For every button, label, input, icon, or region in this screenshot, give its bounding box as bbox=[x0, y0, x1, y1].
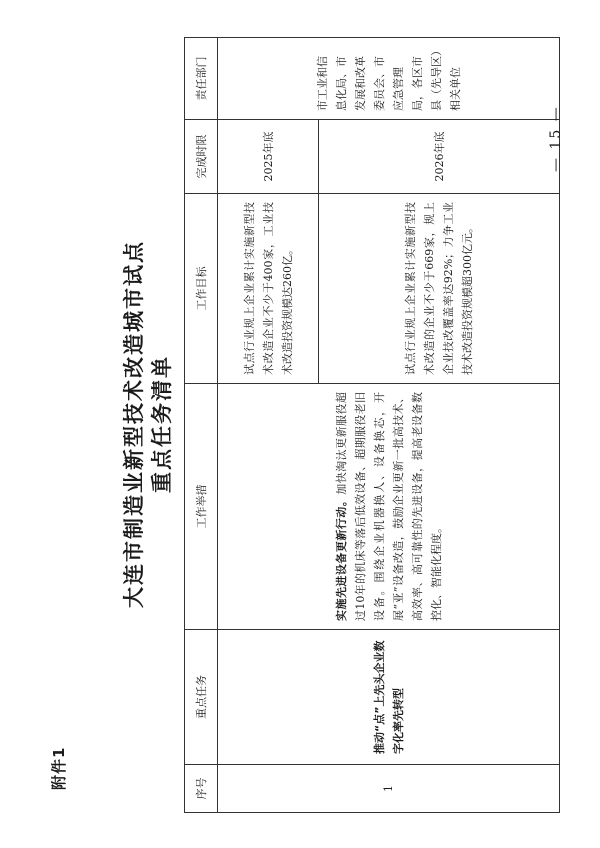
table-header-row bbox=[185, 38, 218, 813]
header-deadline: 完成时限 bbox=[185, 120, 218, 194]
header-task: 重点任务 bbox=[185, 630, 218, 765]
goal-2025-cell: 试点行业规上企业累计实施新型技术改造企业不少于400家，工业技术改造投资规模达260亿。 bbox=[218, 194, 319, 384]
header-goal: 工作目标 bbox=[185, 194, 218, 384]
row-number: 1 bbox=[218, 765, 560, 813]
table-row bbox=[218, 38, 319, 813]
measure-body: 加快淘汰更新服役超过10年的机床等落后低效设备、超期服役老旧设备。围绕企业机器换人、设备换芯，开展“亚”设备改造，鼓励企业更新一批高技术、高效率、高可靠性的先进设备，提高老设备数控化、智能化程度。 bbox=[334, 391, 443, 621]
attachment-label: 附件1 bbox=[50, 746, 68, 790]
header-dept: 责任部门 bbox=[185, 38, 218, 120]
responsible-dept-cell: 市工业和信息化局、市发展和改革委员会、市应急管理局，各区市县（先导区）相关单位 bbox=[218, 38, 560, 120]
key-task-cell: 推动“点”上先头企业数字化率先转型 bbox=[218, 630, 560, 765]
header-measure: 工作举措 bbox=[185, 384, 218, 630]
measure-cell bbox=[218, 384, 560, 630]
page-number: — 15 — bbox=[548, 105, 564, 172]
deadline-2025-cell: 2025年底 bbox=[218, 120, 319, 194]
measure-lead: 实施先进设备更新行动。 bbox=[334, 494, 348, 621]
deadline-2026-cell: 2026年底 bbox=[319, 120, 560, 194]
document-subtitle: 重点任务清单 bbox=[149, 355, 174, 493]
document-title: 大连市制造业新型技术改造城市试点 bbox=[121, 240, 146, 608]
task-table bbox=[184, 37, 560, 813]
goal-2026-cell: 试点行业规上企业累计实施新型技术改造的企业不少于669家，规上企业技改覆盖率达92%；力争工业技术改造投资规模超300亿元。 bbox=[319, 194, 560, 384]
header-no: 序号 bbox=[185, 765, 218, 813]
